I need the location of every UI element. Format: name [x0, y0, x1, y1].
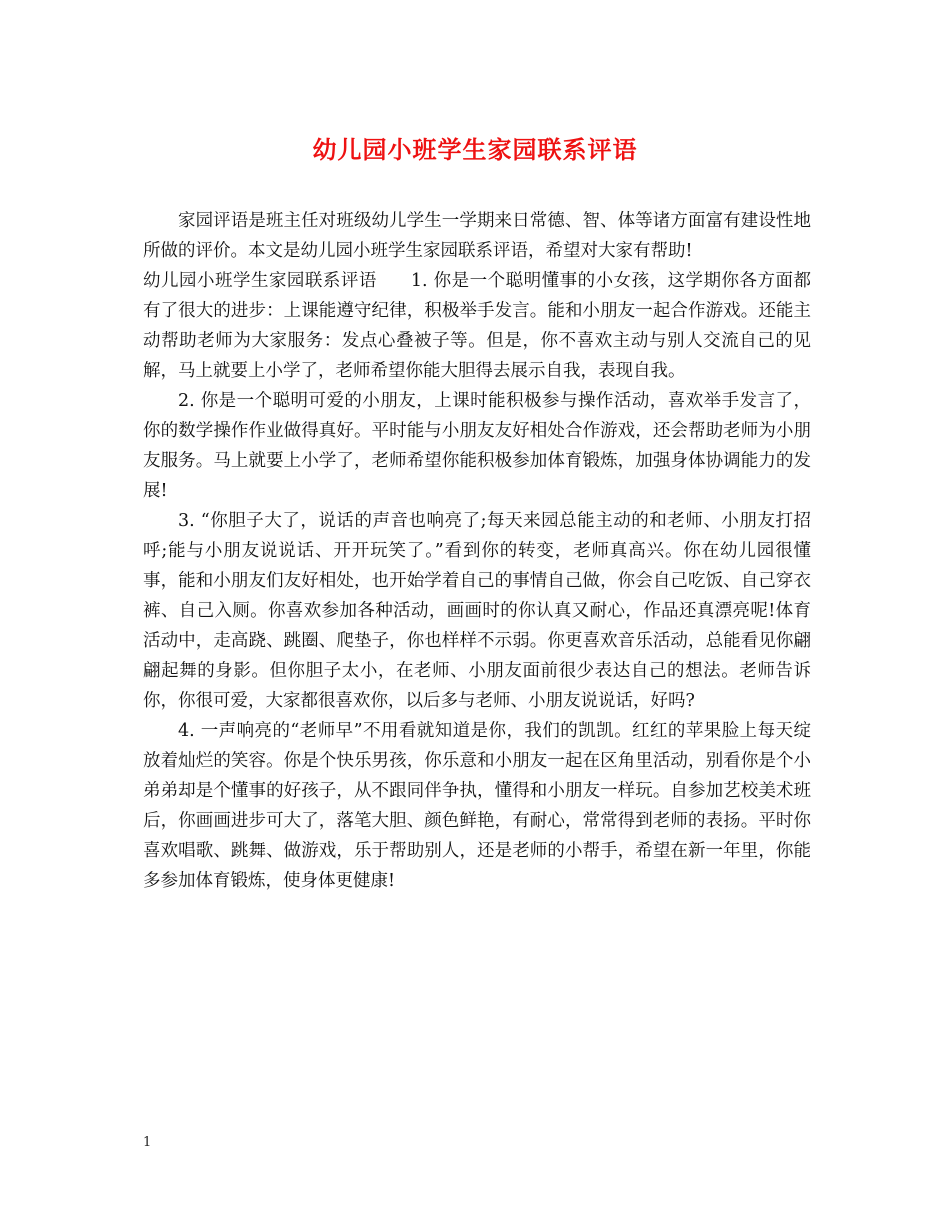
paragraph-3: 3. “你胆子大了，说话的声音也响亮了;每天来园总能主动的和老师、小朋友打招呼;能与小朋友说说话、开开玩笑了。”看到你的转变，老师真高兴。你在幼儿园很懂事，能和小朋友们友好相处，也开始学着自己的事情自己做，你会自己吃饭、自己穿衣裤、自己入厕。你喜欢参加各种活动，画画时的你认真又耐心，作品还真漂亮呢!体育活动中，走高跷、跳圈、爬垫子，你也样样不示弱。你更喜欢音乐活动，总能看见你翩翩起舞的身影。但你胆子太小，在老师、小朋友面前很少表达自己的想法。老师告诉你，你很可爱，大家都很喜欢你，以后多与老师、小朋友说说话，好吗? [143, 511, 811, 711]
document-body [143, 206, 811, 896]
paragraph-4: 4. 一声响亮的“老师早”不用看就知道是你，我们的凯凯。红红的苹果脸上每天绽放着灿烂的笑容。你是个快乐男孩，你乐意和小朋友一起在区角里活动，别看你是个小弟弟却是个懂事的好孩子，从不跟同伴争执，懂得和小朋友一样玩。自参加艺校美术班后，你画画进步可大了，落笔大胆、颜色鲜艳，有耐心，常常得到老师的表扬。平时你喜欢唱歌、跳舞、做游戏，乐于帮助别人，还是老师的小帮手，希望在新一年里，你能多参加体育锻炼，使身体更健康! [143, 721, 811, 891]
page-title: 幼儿园小班学生家园联系评语 [312, 135, 638, 164]
paragraph-2: 2. 你是一个聪明可爱的小朋友，上课时能积极参与操作活动，喜欢举手发言了，你的数学操作作业做得真好。平时能与小朋友友好相处合作游戏，还会帮助老师为小朋友服务。马上就要上小学了，老师希望你能积极参加体育锻炼，加强身体协调能力的发展! [143, 391, 811, 501]
paragraph-1: 1. 你是一个聪明懂事的小女孩，这学期你各方面都有了很大的进步：上课能遵守纪律，积极举手发言。能和小朋友一起合作游戏。还能主动帮助老师为大家服务：发点心叠被子等。但是，你不喜欢主动与别人交流自己的见解，马上就要上小学了，老师希望你能大胆得去展示自我，表现自我。 [143, 271, 812, 381]
paragraph-1-block [143, 266, 811, 386]
section-heading: 幼儿园小班学生家园联系评语 [143, 271, 377, 291]
page-number: 1 [143, 1135, 152, 1150]
intro-paragraph: 家园评语是班主任对班级幼儿学生一学期来日常德、智、体等诸方面富有建设性地所做的评价。本文是幼儿园小班学生家园联系评语，希望对大家有帮助! [143, 211, 811, 261]
